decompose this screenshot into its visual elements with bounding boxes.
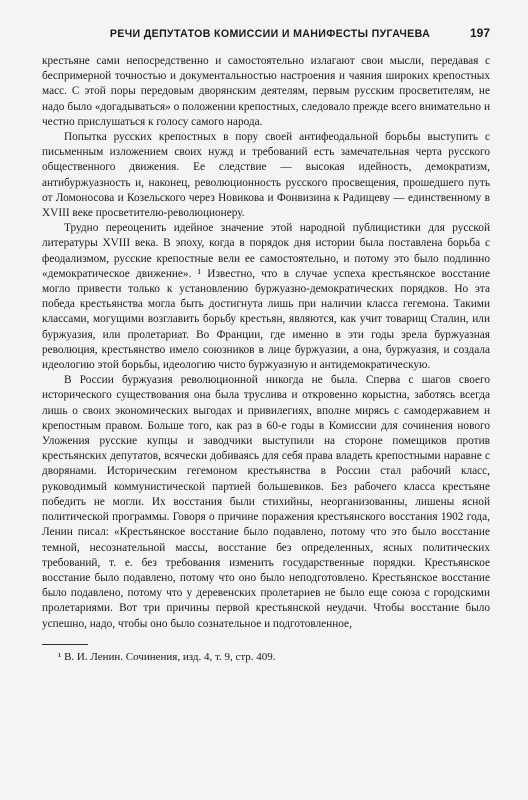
- footnote-text: В. И. Ленин. Сочинения, изд. 4, т. 9, стр. 409.: [64, 650, 276, 663]
- page-number: 197: [469, 26, 490, 40]
- running-head: РЕЧИ ДЕПУТАТОВ КОМИССИИ И МАНИФЕСТЫ ПУГАЧЕВА: [109, 28, 431, 40]
- paragraph-1: крестьяне сами непосредственно и самостоятельно излагают свои мысли, передавая с беспримерной точностью и документальностью настроения и чаяния широких крепостных масс. С этой поры передовым дворянским деятелям, первым русским просветителям, не надо было «догадываться» о положении крепостных, следовало прежде всего внимательно и честно прислушаться к голосу самого народа.: [42, 55, 490, 128]
- footnote-divider: [42, 644, 88, 645]
- paragraph-2: Попытка русских крепостных в пору своей антифеодальной борьбы выступить с письменным изложением своих нужд и требований есть замечательная черта русского общественного движения. Ее следствие — высокая идейность, демократизм, антибуржуазность и, наконец, революционность русского просвещения, прошедшего путь от Ломоносова и Козельского через Новикова и Фонвизина к Радищеву — единственному в XVIII веке просветителю-революционеру.: [42, 131, 490, 220]
- paragraph-3: Трудно переоценить идейное значение этой народной публицистики для русской литературы XVIII века. В эпоху, когда в порядок дня истории была поставлена борьба с феодализмом, русские крепостные вели ее самостоятельно, и потому это было подлинно «демократическое движение». ¹ Известно, что в случае успеха крестьянское восстание могло привести только к установлению буржуазно-демократических порядков. Но эта победа крестьянства могла быть достигнута лишь при наличии класса гегемона. Такими классами, могущими возглавить борьбу крестьян, являются, как учит товарищ Сталин, или буржуазия, или пролетариат. Во Франции, где именно в эти годы зрела буржуазная революция, крестьянство имело союзников в лице буржуазии, а она, буржуазия, и создала идеологию этой борьбы, идеологию чисто буржуазную и антидемократическую.: [42, 222, 490, 372]
- paragraph-4: В России буржуазия революционной никогда не была. Сперва с шагов своего исторического существования она была труслива и откровенно корыстна, заботясь всегда лишь о своих экономических выгодах и привилегиях, вполне мирясь с самодержавием и крепостным правом. Больше того, как раз в 60-е годы в Комиссии для сочинения нового Уложения русские купцы и заводчики выступили на стороне помещиков против крестьянских депутатов, всячески добиваясь для себя права владеть крепостными наравне с дворянами. Историческим гегемоном крестьянства в России стал рабочий класс, руководимый коммунистической партией большевиков. Без рабочего класса крестьяне победить не могли. Их восстания были стихийны, неорганизованны, лишены ясной политической программы. Говоря о причине поражения крестьянского восстания 1902 года, Ленин писал: «Крестьянское восстание было подавлено, потому что это было восстание темной, несознательной массы, восстание без определенных, ясных политических требований, т. е. без требования изменить государственные порядки. Крестьянское восстание было подавлено, потому что оно было неподготовлено. Крестьянское восстание было подавлено, потому что у деревенских пролетариев не было еще союза с городскими пролетариями. Вот три причины первой крестьянской неудачи. Чтобы восстание было успешно, надо, чтобы оно было сознательное и подготовленное,: [42, 374, 490, 630]
- footnote-marker: ¹: [58, 650, 62, 663]
- page-header: [42, 26, 490, 54]
- footnote: [42, 650, 490, 664]
- body-text: [42, 54, 490, 632]
